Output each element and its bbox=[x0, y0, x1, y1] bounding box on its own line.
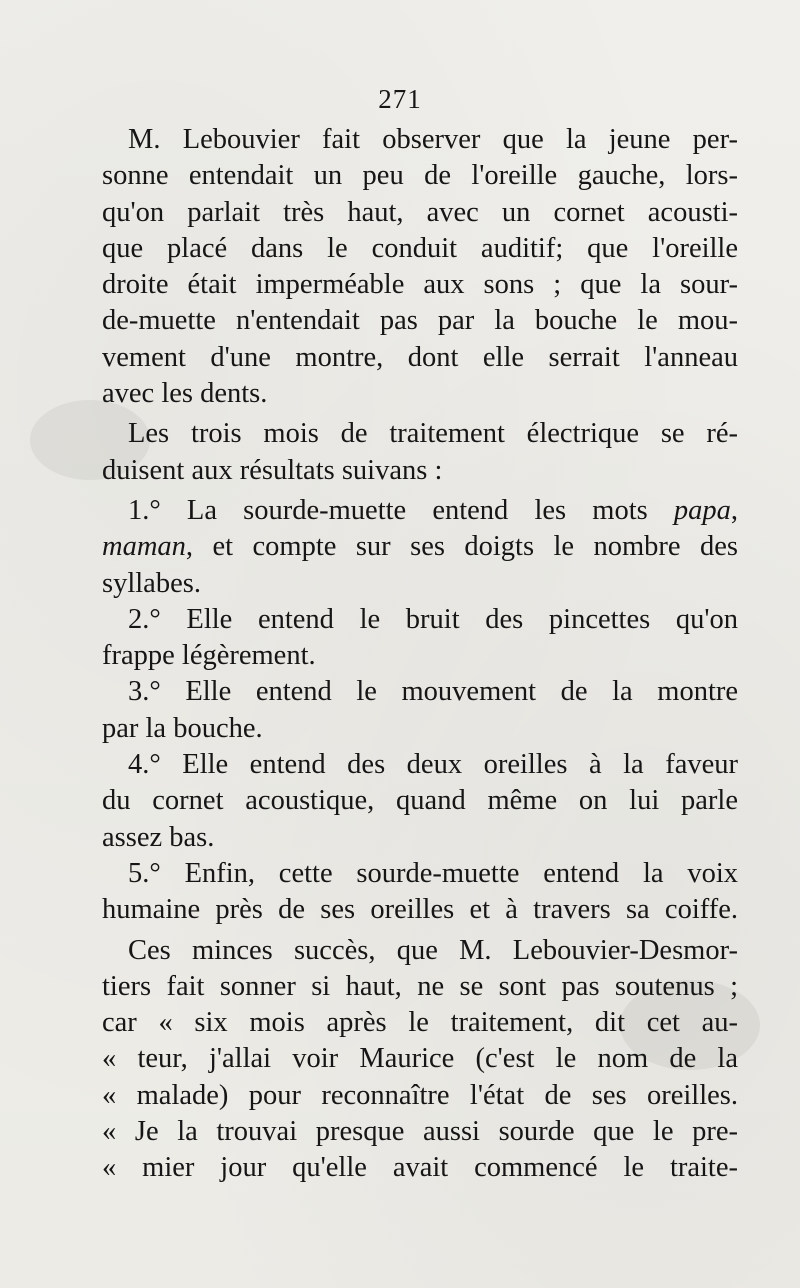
text-line: avec les dents. bbox=[102, 378, 268, 410]
text-line: M. Lebouvier fait observer que la jeune per- bbox=[128, 124, 738, 155]
text-line: maman, et compte sur ses doigts le nombre des bbox=[102, 531, 738, 563]
text-line: 3.° Elle entend le mouvement de la montre bbox=[128, 676, 738, 708]
text-line: qu'on parlait très haut, avec un cornet acousti- bbox=[102, 196, 738, 228]
text-line: syllabes. bbox=[102, 567, 201, 599]
text-line: « malade) pour reconnaître l'état de ses oreilles. bbox=[102, 1079, 738, 1111]
text-line: 2.° Elle entend le bruit des pincettes qu'on bbox=[128, 603, 738, 635]
text-line: frappe légèrement. bbox=[102, 640, 316, 672]
italic-word: maman bbox=[102, 531, 186, 563]
text-line: Ces minces succès, que M. Lebouvier-Desmor- bbox=[128, 934, 738, 966]
text-line: sonne entendait un peu de l'oreille gauche, lors- bbox=[102, 160, 738, 192]
text-line: humaine près de ses oreilles et à travers sa coiffe. bbox=[102, 894, 738, 926]
text-line: de-muette n'entendait pas par la bouche le mou- bbox=[102, 305, 738, 337]
text-line: par la bouche. bbox=[102, 712, 263, 744]
text-line: assez bas. bbox=[102, 821, 215, 853]
text-line: 5.° Enfin, cette sourde-muette entend la voix bbox=[128, 857, 738, 889]
text-line: tiers fait sonner si haut, ne se sont pas soutenus ; bbox=[102, 970, 738, 1002]
body-text bbox=[102, 122, 738, 1187]
text-line: car « six mois après le traitement, dit cet au- bbox=[102, 1007, 738, 1039]
text-line: du cornet acoustique, quand même on lui parle bbox=[102, 785, 738, 817]
text-line: Les trois mois de traitement électrique se ré- bbox=[128, 418, 738, 450]
text-line: « teur, j'allai voir Maurice (c'est le nom de la bbox=[102, 1043, 738, 1075]
italic-word: papa bbox=[673, 494, 731, 526]
text-line: « mier jour qu'elle avait commencé le traite- bbox=[102, 1152, 738, 1184]
text-line: que placé dans le conduit auditif; que l'oreille bbox=[102, 232, 738, 264]
text-line: 4.° Elle entend des deux oreilles à la faveur bbox=[128, 749, 738, 781]
text-line: 1.° La sourde-muette entend les mots papa, bbox=[128, 494, 738, 526]
text-line: « Je la trouvai presque aussi sourde que le pre- bbox=[102, 1116, 738, 1148]
text-line: vement d'une montre, dont elle serrait l'anneau bbox=[102, 341, 738, 373]
page-number: 271 bbox=[378, 84, 422, 114]
text-line: droite était imperméable aux sons ; que la sour- bbox=[102, 269, 738, 301]
text-line: duisent aux résultats suivans : bbox=[102, 454, 443, 486]
